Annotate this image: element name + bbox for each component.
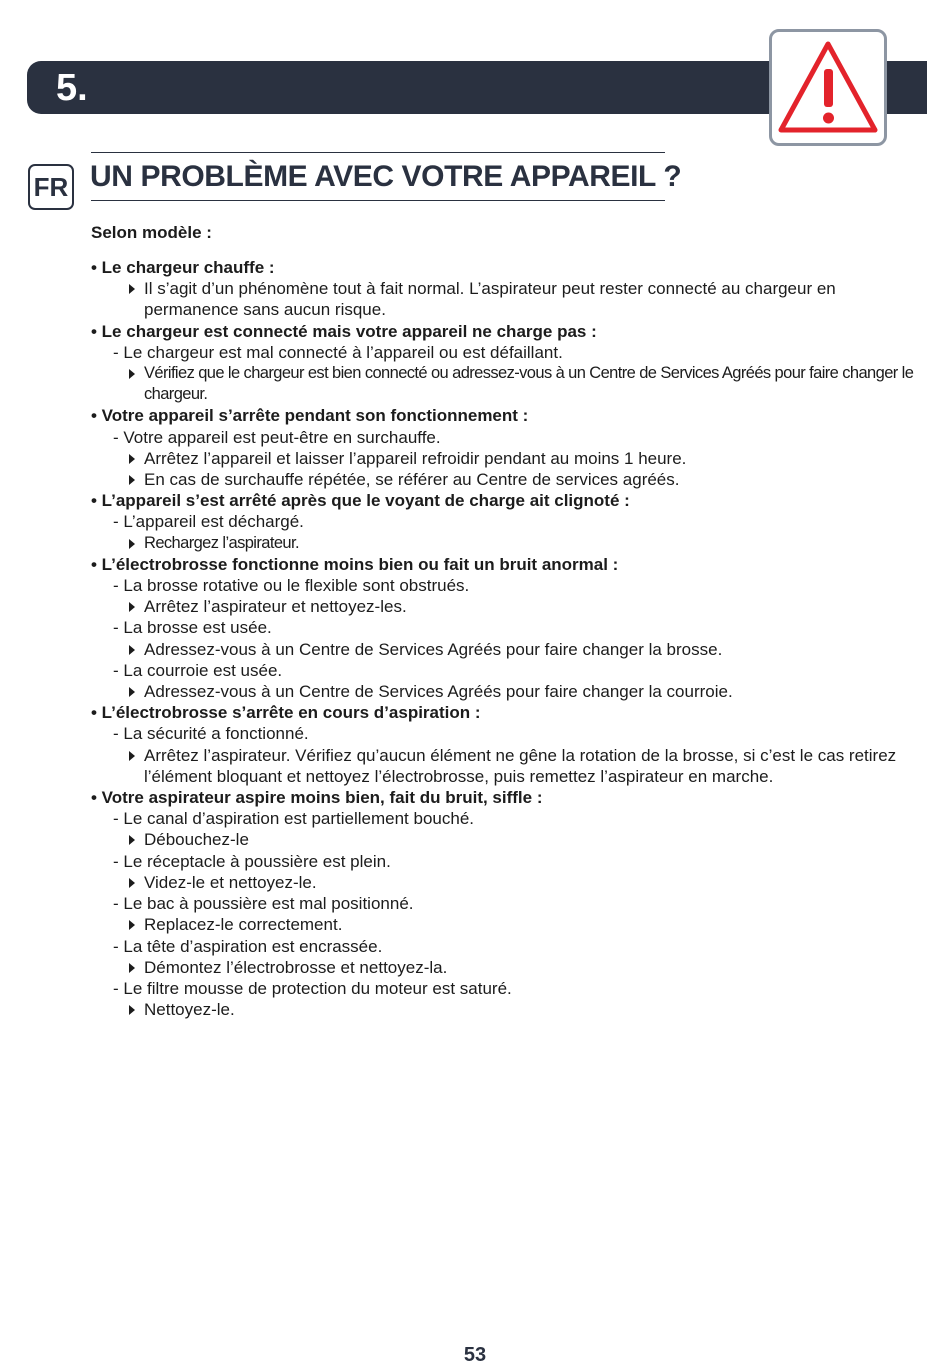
cause-item: - Votre appareil est peut-être en surchauffe. [113, 427, 441, 447]
problem-heading: • Le chargeur est connecté mais votre appareil ne charge pas : [91, 321, 597, 341]
solution-item: Démontez l’électrobrosse et nettoyez-la. [129, 957, 921, 978]
arrow-right-icon [129, 284, 135, 294]
arrow-right-icon [129, 751, 135, 761]
cause-item: - Le canal d’aspiration est partiellement bouché. [113, 809, 474, 829]
solution-item: Replacez-le correctement. [129, 914, 921, 935]
cause-item: - Le bac à poussière est mal positionné. [113, 894, 414, 914]
solution-item: Arrêtez l’aspirateur. Vérifiez qu’aucun élément ne gêne la rotation de la brosse, si c’est le cas retirez l’élément bloquant et nettoyez l’électrobrosse, puis remettez l’aspirateur en marche. [129, 745, 921, 787]
arrow-right-icon [129, 920, 135, 930]
solution-item: Adressez-vous à un Centre de Services Agréés pour faire changer la brosse. [129, 639, 921, 660]
solution-item: Adressez-vous à un Centre de Services Agréés pour faire changer la courroie. [129, 681, 921, 702]
cause-item: - L’appareil est déchargé. [113, 512, 304, 532]
solution-item: Arrêtez l’appareil et laisser l’appareil refroidir pendant au moins 1 heure. [129, 448, 921, 469]
arrow-right-icon [129, 963, 135, 973]
solution-item: Il s’agit d’un phénomène tout à fait normal. L’aspirateur peut rester connecté au chargeur en permanence sans aucun risque. [129, 278, 921, 320]
problem-heading: • L’électrobrosse s’arrête en cours d’aspiration : [91, 703, 481, 723]
solution-item: Arrêtez l’aspirateur et nettoyez-les. [129, 596, 921, 617]
cause-item: - Le filtre mousse de protection du moteur est saturé. [113, 978, 512, 998]
arrow-right-icon [129, 1005, 135, 1015]
cause-item: - Le réceptacle à poussière est plein. [113, 851, 391, 871]
cause-item: - Le chargeur est mal connecté à l’appareil ou est défaillant. [113, 342, 563, 362]
cause-item: - La brosse est usée. [113, 618, 272, 638]
title-rule-top [91, 152, 665, 153]
intro-text: Selon modèle : [91, 223, 212, 242]
arrow-right-icon [129, 539, 135, 549]
arrow-right-icon [129, 369, 135, 379]
cause-item: - La tête d’aspiration est encrassée. [113, 936, 383, 956]
problem-heading: • Votre appareil s’arrête pendant son fonctionnement : [91, 406, 529, 426]
problem-heading: • Votre aspirateur aspire moins bien, fait du bruit, siffle : [91, 788, 543, 808]
title-rule-bottom [91, 200, 665, 201]
language-badge: FR [28, 164, 74, 210]
arrow-right-icon [129, 878, 135, 888]
troubleshooting-list [91, 257, 921, 1020]
section-number: 5. [56, 67, 88, 109]
warning-triangle-icon [769, 29, 887, 146]
arrow-right-icon [129, 602, 135, 612]
solution-item: Videz-le et nettoyez-le. [129, 872, 921, 893]
cause-item: - La courroie est usée. [113, 660, 283, 680]
solution-item: Nettoyez-le. [129, 999, 921, 1020]
arrow-right-icon [129, 475, 135, 485]
page-title: UN PROBLÈME AVEC VOTRE APPAREIL ? [90, 160, 682, 193]
solution-item: Débouchez-le [129, 829, 921, 850]
cause-item: - La sécurité a fonctionné. [113, 724, 309, 744]
problem-heading: • L’appareil s’est arrêté après que le voyant de charge ait clignoté : [91, 491, 630, 511]
solution-item: Vérifiez que le chargeur est bien connecté ou adressez-vous à un Centre de Services Agréés pour faire changer le chargeur. [129, 363, 921, 405]
arrow-right-icon [129, 454, 135, 464]
arrow-right-icon [129, 835, 135, 845]
solution-item: En cas de surchauffe répétée, se référer au Centre de services agréés. [129, 469, 921, 490]
solution-item: Rechargez l’aspirateur. [129, 533, 921, 554]
arrow-right-icon [129, 687, 135, 697]
arrow-right-icon [129, 645, 135, 655]
problem-heading: • L’électrobrosse fonctionne moins bien ou fait un bruit anormal : [91, 554, 619, 574]
problem-heading: • Le chargeur chauffe : [91, 258, 275, 277]
page-number: 53 [463, 1344, 487, 1366]
cause-item: - La brosse rotative ou le flexible sont obstrués. [113, 576, 470, 596]
